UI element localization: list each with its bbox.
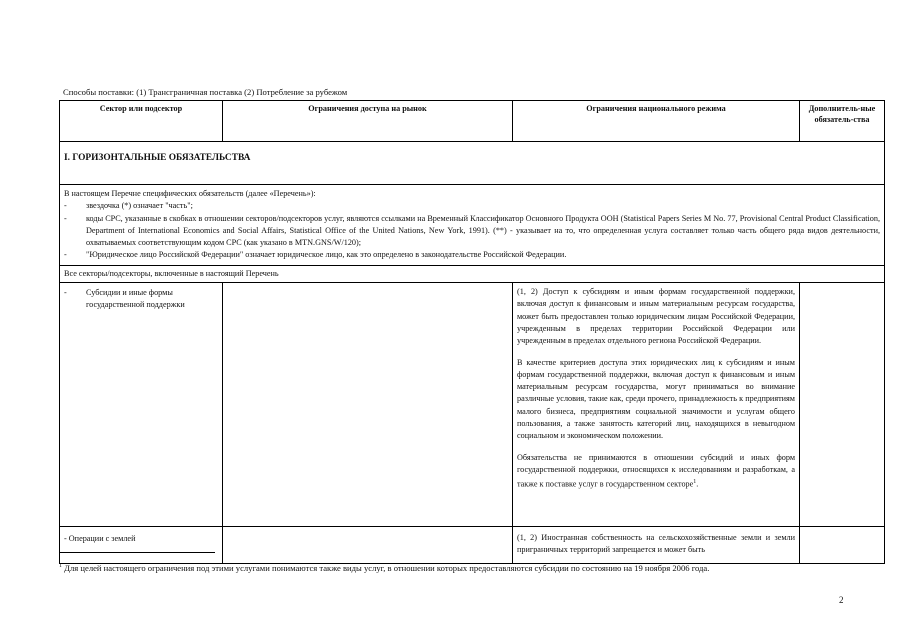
header-national-treatment: Ограничения национального режима	[513, 101, 800, 142]
national-treatment-cell	[513, 283, 800, 527]
paragraph: (1, 2) Доступ к субсидиям и иным формам государственной поддержки, включая доступ к финансовым и иным материальным ресурсам государства, может быть предоставлен только юридическим лицам Российской Федерации, учрежденным в пределах территории Российской Федерации или учрежденным в пределах отдельного региона Российской Федерации.	[517, 287, 795, 346]
market-access-cell	[223, 283, 513, 527]
header-market-access: Ограничения доступа на рынок	[223, 101, 513, 142]
paragraph: В качестве критериев доступа этих юридических лиц к субсидиям и иным формам государственной поддержки, включая доступ к финансовым и иным материальным ресурсам государства, могут приниматься во внимание различные условия, такие как, среди прочего, принадлежность к предприятиям малого бизнеса, предприятиям социальной значимости и услугам общего пользования, а также занятость категорий лиц, находящихся в невыгодном социальном и экономическом положении.	[517, 357, 795, 441]
commitments-table	[59, 100, 885, 564]
additional-cell	[800, 527, 885, 564]
footnote-divider	[59, 552, 215, 553]
definition-item: - коды CPC, указанные в скобках в отношении секторов/подсекторов услуг, являются ссылками на Временный Классификатор Основного Продукта ООН (Statistical Papers Series M No. 77, Provisional Central Product Classification, Department of International Economics and Social Affairs, Statistical Office of the United Nations, New York, 1991). (**) - указывает на то, что определенная услуга составляет только часть общего ряда видов деятельности, охватываемых соответствующим кодом CPC (как указано в MTN.GNS/W/120);	[64, 213, 880, 248]
national-treatment-cell: (1, 2) Иностранная собственность на сельскохозяйственные земли и земли приграничных территорий запрещается и может быть	[513, 527, 800, 564]
header-sector: Сектор или подсектор	[60, 101, 223, 142]
footnote: $^1$ Для целей настоящего ограничения под этими услугами понимаются также виды услуг, в отношении которых предоставляются субсидии по состоянию на 19 ноября 2006 года.	[59, 562, 710, 573]
definitions-row	[60, 185, 885, 266]
definitions-cell	[60, 185, 885, 266]
paragraph: Обязательства не принимаются в отношении субсидий и иных форм государственной поддержки, относящихся к исследованиям и разработкам, а также к поставке услуг в государственном секторе$^1$.	[517, 452, 795, 489]
header-additional-commitments: Дополнитель-ные обязатель-ства	[800, 101, 885, 142]
sector-label-land: - Операции с землей	[60, 527, 223, 564]
section-row	[60, 142, 885, 185]
definition-item: - звездочка (*) означает "часть";	[64, 201, 193, 211]
section-title: I. ГОРИЗОНТАЛЬНЫЕ ОБЯЗАТЕЛЬСТВА	[60, 142, 885, 185]
market-access-cell	[223, 527, 513, 564]
sector-cell: - Субсидии и иные формы государственной поддержки	[60, 283, 223, 527]
sector-label-subsidies: Субсидии и иные формы государственной поддержки	[86, 288, 185, 310]
definitions-intro: В настоящем Перечне специфических обязательств (далее «Перечень»):	[64, 189, 316, 198]
table-header-row	[60, 101, 885, 142]
additional-cell	[800, 283, 885, 527]
page-number: 2	[839, 595, 844, 605]
table-row	[60, 527, 885, 564]
definition-item: - "Юридическое лицо Российской Федерации" означает юридическое лицо, как это определено в законодательстве Российской Федерации.	[64, 250, 567, 260]
all-sectors-label: Все секторы/подсекторы, включенные в настоящий Перечень	[60, 265, 885, 282]
delivery-modes-caption: Способы поставки: (1) Трансграничная поставка (2) Потребление за рубежом	[63, 87, 348, 97]
footnote-ref[interactable]: 1	[693, 479, 697, 486]
table-row	[60, 283, 885, 527]
all-sectors-row	[60, 265, 885, 282]
